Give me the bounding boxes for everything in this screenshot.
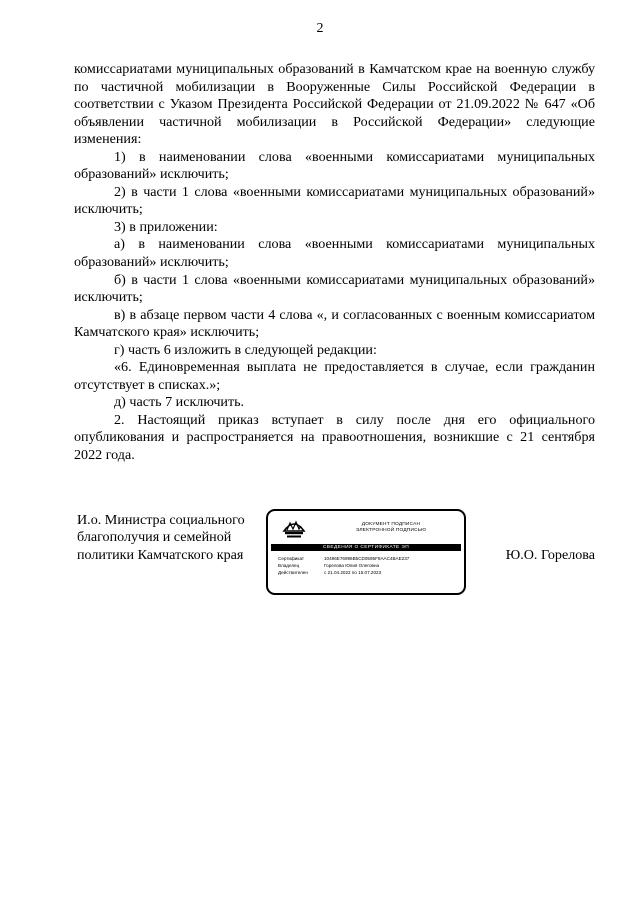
paragraph-item-3v: в) в абзаце первом части 4 слова «, и согласованных с военным комиссариатом Камчатского края» исключить; [74,306,595,341]
stamp-value: 10496E76996B5CD0595F9AAC4BAE237 [324,556,410,561]
paragraph-clause-2: 2. Настоящий приказ вступает в силу после дня его официального опубликования и распространяется на правоотношения, возникшие с 21 сентября 2022 года. [74,411,595,464]
stamp-label: Сертификат [278,556,305,561]
paragraph-item-3a: а) в наименовании слова «военными комиссариатами муниципальных образований» исключить; [74,236,595,271]
coat-of-arms-icon [281,515,307,541]
position-line: И.о. Министра социального [77,512,245,528]
signatory-position [77,512,245,564]
paragraph-item-1: 1) в наименовании слова «военными комиссариатами муниципальных образований» исключить; [74,148,595,183]
stamp-title-line: ДОКУМЕНТ ПОДПИСАН [361,522,421,527]
signatory-name: Ю.О. Горелова [505,547,595,563]
stamp-label: Владелец [278,563,300,568]
page-number: 2 [316,21,324,36]
stamp-title [328,522,454,534]
position-line: политики Камчатского края [77,546,244,563]
stamp-title-line: ЭЛЕКТРОННОЙ ПОДПИСЬЮ [355,528,427,533]
stamp-value: Горелова Юлия Олеговна [324,563,380,568]
paragraph-item-3d: д) часть 7 исключить. [114,394,245,411]
paragraph-quote-6: «6. Единовременная выплата не предоставляется в случае, если гражданин отсутствует в списках.»; [74,359,595,393]
paragraph-item-2: 2) в части 1 слова «военными комиссариатами муниципальных образований» исключить; [74,183,595,218]
stamp-row-validity [278,570,381,576]
document-body [74,61,595,465]
paragraph-item-3g: г) часть 6 изложить в следующей редакции: [114,341,377,358]
stamp-header-bar: СВЕДЕНИЯ О СЕРТИФИКАТЕ ЭП [271,544,461,551]
stamp-row-certificate [278,556,409,562]
position-line: благополучия и семейной [77,529,232,546]
paragraph-intro: комиссариатами муниципальных образований в Камчатском крае на военную службу по частичной мобилизации в Вооруженные Силы Российской Федерации в соответствии с Указом Президента Российской Федерации от 21.09.2022 № 647 «Об объявлении частичной мобилизации в Российской Федерации» следующие изменения: [74,61,595,148]
paragraph-item-3: 3) в приложении: [114,218,218,235]
electronic-signature-stamp [266,509,466,595]
stamp-label: Действителен [278,570,308,575]
stamp-row-owner [278,563,379,569]
stamp-value: с 21.04.2022 по 15.07.2023 [324,570,382,575]
paragraph-item-3b: б) в части 1 слова «военными комиссариатами муниципальных образований» исключить; [74,271,595,306]
